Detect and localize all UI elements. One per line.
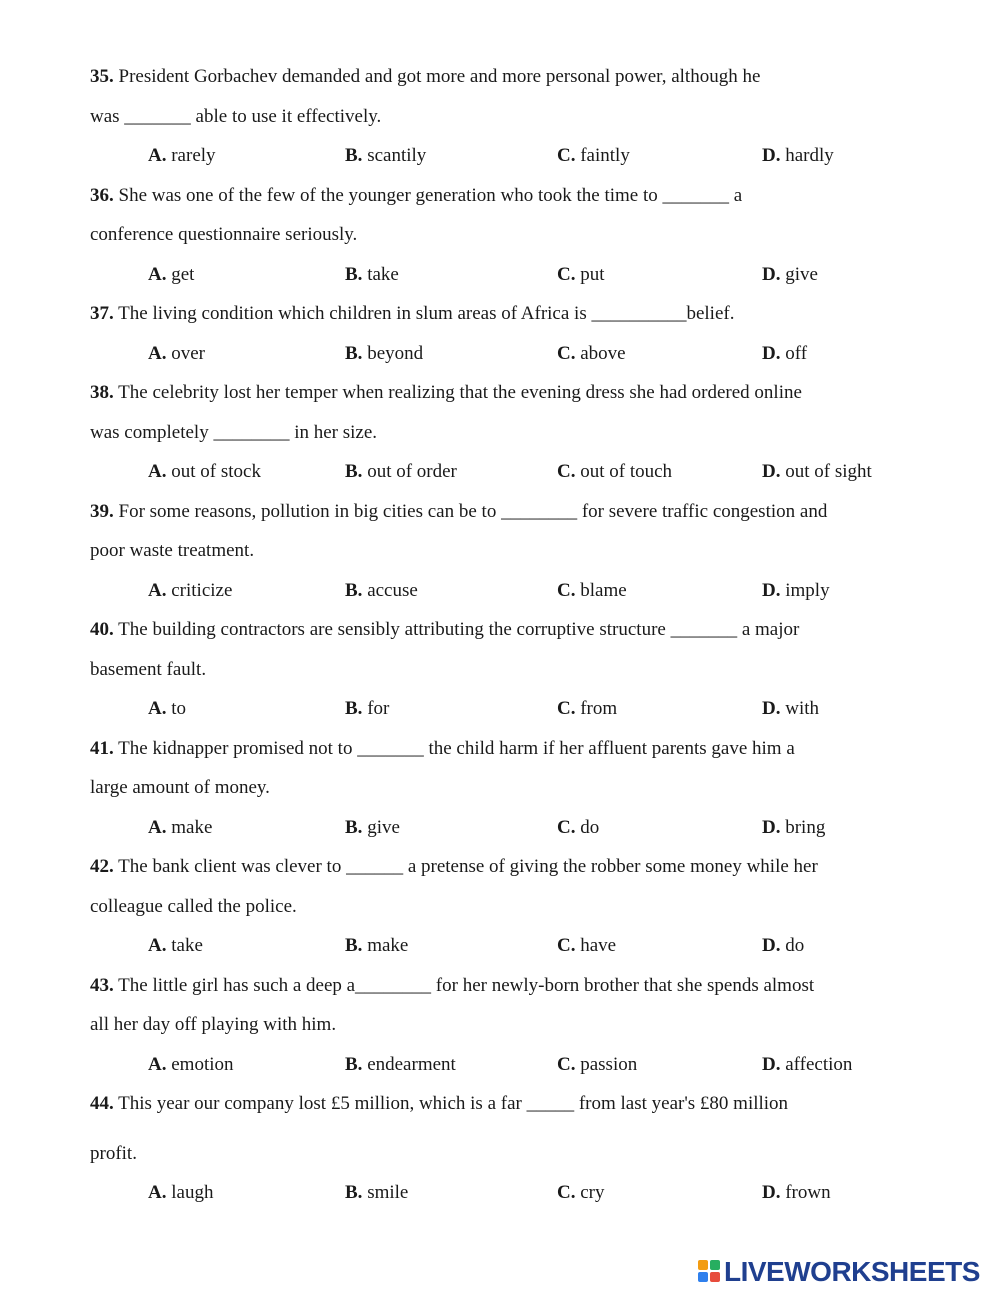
question-text: large amount of money. [90,777,270,798]
option-text: out of sight [785,461,872,482]
question-stem-continued [90,418,950,448]
answer-option-c[interactable] [557,339,626,369]
question-text: profit. [90,1142,137,1164]
answer-option-b[interactable] [345,339,423,369]
option-text: make [171,816,213,838]
answer-option-b[interactable] [345,141,426,171]
answer-option-b[interactable] [345,1178,408,1208]
question-text: poor waste treatment. [90,540,255,561]
question-stem [90,497,950,527]
option-letter: C. [557,579,576,601]
question-stem-continued [90,892,950,922]
option-text: give [367,816,400,838]
option-letter: B. [345,579,363,601]
answer-option-a[interactable] [148,1050,234,1080]
question-stem [90,852,950,882]
answer-option-d[interactable] [762,260,818,290]
option-letter: B. [345,145,363,166]
option-letter: A. [148,342,167,364]
answer-option-a[interactable] [148,141,216,171]
option-letter: B. [345,342,363,364]
question-number: 36. [90,184,114,206]
question-text: The living condition which children in slum areas of Africa is __________belief. [118,303,735,324]
question-text: basement fault. [90,658,207,680]
answer-option-d[interactable] [762,1178,831,1208]
option-text: bring [785,816,826,838]
option-text: imply [785,579,830,601]
option-letter: D. [762,698,781,719]
answer-option-b[interactable] [345,457,457,487]
question-stem [90,734,950,764]
option-letter: B. [345,935,363,956]
question-text: all her day off playing with him. [90,1014,337,1035]
answer-option-d[interactable] [762,576,830,606]
option-letter: B. [345,698,363,719]
question-stem [90,181,950,211]
question-stem-continued [90,655,950,685]
option-text: rarely [171,145,216,166]
question-stem-continued [90,220,950,250]
option-letter: C. [557,461,576,482]
option-letter: C. [557,935,576,956]
option-letter: A. [148,579,167,601]
answer-option-a[interactable] [148,931,203,961]
question-text: The little girl has such a deep a________ for her newly-born brother that she spends almost [118,974,815,996]
answer-option-b[interactable] [345,1050,456,1080]
question-text: The bank client was clever to ______ a pretense of giving the robber some money while her [118,856,818,877]
option-text: for [367,698,390,719]
option-text: emotion [171,1053,234,1075]
option-text: cry [580,1182,605,1203]
question-number: 43. [90,974,114,996]
option-letter: D. [762,579,781,601]
answer-option-c[interactable] [557,576,627,606]
question-text: She was one of the few of the younger generation who took the time to _______ a [118,184,743,206]
answer-option-a[interactable] [148,339,205,369]
option-text: do [785,935,805,956]
option-text: above [580,342,626,364]
option-text: laugh [171,1182,214,1203]
answer-option-c[interactable] [557,260,605,290]
question-stem-continued [90,773,950,803]
answer-option-a[interactable] [148,1178,213,1208]
option-text: endearment [367,1053,456,1075]
option-letter: B. [345,1182,363,1203]
question-text: The celebrity lost her temper when realizing that the evening dress she had ordered online [118,382,802,403]
question-stem [90,971,950,1001]
question-number: 40. [90,619,114,640]
question-stem [90,378,950,408]
question-stem-continued [90,536,950,566]
option-text: hardly [785,145,834,166]
question-stem-continued [90,102,950,132]
liveworksheets-logo-icon [698,1260,722,1284]
answer-option-b[interactable] [345,931,408,961]
question-text: was completely ________ in her size. [90,421,378,443]
option-letter: D. [762,145,781,166]
answer-option-a[interactable] [148,694,186,724]
question-text: This year our company lost £5 million, which is a far _____ from last year's £80 million [118,1093,789,1114]
option-letter: A. [148,1053,167,1075]
option-letter: B. [345,263,363,285]
option-text: take [367,263,399,285]
answer-option-c[interactable] [557,1050,637,1080]
question-text: For some reasons, pollution in big cities can be to ________ for severe traffic congestion and [118,500,828,522]
option-text: do [580,816,600,838]
option-letter: A. [148,816,167,838]
option-text: give [785,263,818,285]
option-letter: C. [557,342,576,364]
answer-option-b[interactable] [345,260,399,290]
option-text: frown [785,1182,831,1203]
question-text: The kidnapper promised not to _______ the child harm if her affluent parents gave him a [118,737,795,759]
option-letter: C. [557,1053,576,1075]
option-text: with [785,698,820,719]
question-stem [90,299,950,329]
answer-option-a[interactable] [148,813,212,843]
question-text: was _______ able to use it effectively. [90,105,382,127]
option-letter: B. [345,816,363,838]
option-text: take [171,935,203,956]
question-stem [90,615,950,645]
option-letter: D. [762,816,781,838]
answer-option-b[interactable] [345,813,400,843]
answer-option-d[interactable] [762,931,804,961]
option-text: have [580,935,617,956]
option-letter: D. [762,1182,781,1203]
option-text: blame [580,579,627,601]
question-number: 38. [90,382,114,403]
option-letter: A. [148,698,167,719]
option-text: passion [580,1053,638,1075]
option-text: put [580,263,605,285]
option-letter: D. [762,935,781,956]
option-text: beyond [367,342,424,364]
option-letter: A. [148,1182,167,1203]
option-letter: D. [762,461,781,482]
question-stem-continued [90,1139,950,1169]
question-number: 42. [90,856,114,877]
option-text: get [171,263,195,285]
option-letter: C. [557,1182,576,1203]
answer-option-d[interactable] [762,339,807,369]
answer-option-d[interactable] [762,457,872,487]
answer-option-d[interactable] [762,813,825,843]
answer-option-a[interactable] [148,576,232,606]
question-stem [90,1089,950,1119]
option-text: affection [785,1053,853,1075]
brand-name: LIVEWORKSHEETS [724,1256,980,1287]
answer-option-c[interactable] [557,694,617,724]
option-text: scantily [367,145,427,166]
question-number: 41. [90,737,114,759]
question-number: 37. [90,303,114,324]
option-text: off [785,342,808,364]
option-letter: D. [762,342,781,364]
option-text: out of stock [171,461,261,482]
question-stem [90,62,950,92]
option-text: criticize [171,579,233,601]
option-letter: A. [148,145,167,166]
answer-option-a[interactable] [148,457,261,487]
answer-option-b[interactable] [345,694,389,724]
answer-option-d[interactable] [762,694,819,724]
option-text: from [580,698,618,719]
question-text: The building contractors are sensibly attributing the corruptive structure _______ a major [118,619,800,640]
option-letter: C. [557,816,576,838]
question-text: conference questionnaire seriously. [90,224,358,245]
option-letter: B. [345,1053,363,1075]
option-letter: B. [345,461,363,482]
answer-option-c[interactable] [557,931,616,961]
option-text: make [367,935,409,956]
option-letter: D. [762,263,781,285]
question-number: 39. [90,500,114,522]
option-text: out of order [367,461,457,482]
answer-option-c[interactable] [557,813,599,843]
question-text: colleague called the police. [90,895,297,917]
answer-option-c[interactable] [557,141,630,171]
question-number: 44. [90,1093,114,1114]
option-text: out of touch [580,461,673,482]
option-text: to [171,698,187,719]
answer-option-b[interactable] [345,576,418,606]
question-number: 35. [90,66,114,87]
question-stem-continued [90,1010,950,1040]
answer-option-d[interactable] [762,1050,852,1080]
option-letter: D. [762,1053,781,1075]
option-text: faintly [580,145,630,166]
answer-option-c[interactable] [557,457,672,487]
option-text: accuse [367,579,418,601]
option-text: smile [367,1182,409,1203]
option-text: over [171,342,205,364]
option-letter: A. [148,461,167,482]
option-letter: C. [557,698,576,719]
option-letter: A. [148,263,167,285]
answer-option-d[interactable] [762,141,834,171]
question-text: President Gorbachev demanded and got more and more personal power, although he [118,66,761,87]
liveworksheets-logo [698,1255,998,1287]
answer-option-a[interactable] [148,260,194,290]
option-letter: A. [148,935,167,956]
option-letter: C. [557,263,576,285]
option-letter: C. [557,145,576,166]
answer-option-c[interactable] [557,1178,605,1208]
